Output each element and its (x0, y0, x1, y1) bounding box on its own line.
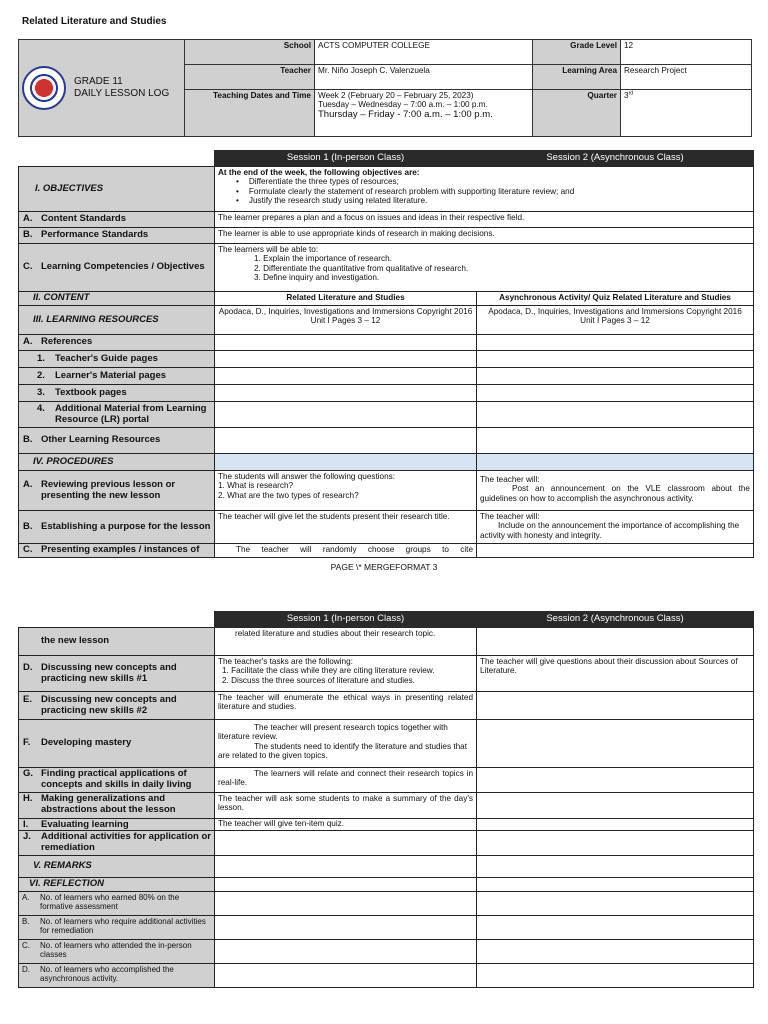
proc-c-label-cont: the new lesson (19, 628, 215, 656)
resources-session1: Apodaca, D., Inquiries, Investigations and Immersions Copyright 2016 Unit I Pages 3 – 12 (215, 306, 477, 335)
dates-line: Thursday – Friday - 7:00 a.m. – 1:00 p.m. (318, 108, 493, 120)
proc-i-session1: The teacher will give ten-item quiz. (215, 818, 477, 831)
content-standards-label: A. Content Standards (19, 212, 215, 228)
session1-header: Session 1 (In-person Class) (215, 612, 477, 628)
proc-g-session1: The learners will relate and connect their research topics in real-life. (215, 768, 477, 793)
proc-d-session2: The teacher will give questions about their discussion about Sources of Literature. (477, 656, 754, 692)
competency-item: 1. Explain the importance of research. (254, 254, 392, 264)
remarks-label: V. REMARKS (19, 856, 215, 878)
proc-e-session1: The teacher will enumerate the ethical ways in presenting related literature and studies. (215, 692, 477, 720)
proc-c-session1-cont: related literature and studies about their research topic. (215, 628, 477, 656)
log-heading: DAILY LESSON LOG (74, 88, 170, 99)
dates-line: Week 2 (February 20 – February 25, 2023) (318, 91, 474, 100)
proc-a-label: A. Reviewing previous lesson or presenting the new lesson (19, 471, 215, 511)
ref-learners-material-label: 2. Learner's Material pages (19, 368, 215, 385)
proc-c-session1: The teacher will randomly choose groups to cite (215, 544, 477, 558)
resources-session2: Apodaca, D., Inquiries, Investigations and Immersions Copyright 2016 Unit I Pages 3 – 12 (477, 306, 754, 335)
proc-e-label: E. Discussing new concepts and practicing new skills #2 (19, 692, 215, 720)
session2-header: Session 2 (Asynchronous Class) (477, 151, 754, 167)
performance-standards-value: The learner is able to use appropriate kinds of research in making decisions. (215, 228, 754, 244)
objective-item: • Justify the research study using related literature. (236, 196, 750, 205)
session1-header: Session 1 (In-person Class) (215, 151, 477, 167)
proc-i-label: I. Evaluating learning (19, 818, 215, 831)
lesson-table-page2 (18, 611, 754, 988)
proc-a-session1: The students will answer the following questions: 1. What is research? 2. What are the two types of research? (215, 471, 477, 511)
proc-c-label: C. Presenting examples / instances of (19, 544, 215, 558)
proc-g-label: G. Finding practical applications of concepts and skills in daily living (19, 768, 215, 793)
reflection-b-label: B. No. of learners who require additional activities for remediation (19, 916, 215, 940)
header-table (18, 39, 752, 137)
proc-h-session1: The teacher will ask some students to make a summary of the day's lesson. (215, 792, 477, 818)
dates-line: Tuesday – Wednesday – 7:00 a.m. – 1:00 p.m. (318, 100, 488, 110)
grade-level-label: Grade Level (533, 40, 621, 65)
reflection-c-label: C. No. of learners who attended the in-person classes (19, 940, 215, 964)
proc-b-session1: The teacher will give let the students present their research title. (215, 511, 477, 544)
proc-h-label: H. Making generalizations and abstractions about the lesson (19, 792, 215, 818)
proc-b-session2: The teacher will: Include on the announcement the importance of accomplishing the activity with honesty and integrity. (477, 511, 754, 544)
content-standards-value: The learner prepares a plan and a focus on issues and ideas in their respective field. (215, 212, 754, 228)
references-label: A. References (19, 335, 215, 351)
reflection-label: VI. REFLECTION (19, 878, 215, 892)
school-label: School (185, 40, 315, 65)
dates-value (315, 90, 533, 137)
proc-a-session2: The teacher will: Post an announcement on the VLE classroom about the guidelines on how to accomplish the asynchronous activity. (477, 471, 754, 511)
objectives-label: I. OBJECTIVES (19, 167, 215, 212)
session2-header: Session 2 (Asynchronous Class) (477, 612, 754, 628)
teacher-value: Mr. Niño Joseph C. Valenzuela (315, 65, 533, 90)
objective-item: • Differentiate the three types of resources; (236, 177, 750, 186)
learning-area-label: Learning Area (533, 65, 621, 90)
proc-f-label: F. Developing mastery (19, 720, 215, 768)
quarter-value: 3rd (621, 90, 752, 137)
objective-item: • Formulate clearly the statement of research problem with supporting literature review; and (236, 187, 750, 196)
ref-teachers-guide-label: 1. Teacher's Guide pages (19, 351, 215, 368)
competency-item: 3. Define inquiry and investigation. (254, 273, 380, 283)
competencies-value: The learners will be able to: 1. Explain the importance of research. 2. Differentiate the quantitative from qualitative of research. 3. Define inquiry and investigation. (215, 244, 754, 292)
deped-seal-icon (22, 66, 66, 110)
header-brand (19, 40, 185, 137)
reflection-d-label: D. No. of learners who accomplished the asynchronous activity. (19, 964, 215, 988)
content-label: II. CONTENT (19, 292, 215, 306)
teacher-label: Teacher (185, 65, 315, 90)
grade-level-value: 12 (621, 40, 752, 65)
procedures-label: IV. PROCEDURES (19, 454, 215, 471)
competency-item: 2. Differentiate the quantitative from qualitative of research. (254, 263, 469, 273)
proc-j-label: J. Additional activities for application or remediation (19, 831, 215, 856)
document-title: Related Literature and Studies (22, 16, 167, 27)
dates-label: Teaching Dates and Time (185, 90, 315, 137)
proc-b-label: B. Establishing a purpose for the lesson (19, 511, 215, 544)
learning-area-value: Research Project (621, 65, 752, 90)
other-resources-label: B. Other Learning Resources (19, 428, 215, 454)
proc-f-session1: The teacher will present research topics together with literature review. The students need to identify the literature and studies that are related to the given topics. (215, 720, 477, 768)
content-session1: Related Literature and Studies (215, 292, 477, 306)
objectives-content (215, 167, 754, 212)
lesson-table-page1 (18, 150, 754, 558)
proc-d-label: D. Discussing new concepts and practicing new skills #1 (19, 656, 215, 692)
proc-d-session1: The teacher's tasks are the following: 1. Facilitate the class while they are citing literature review. 2. Discuss the three sources of literature and studies. (215, 656, 477, 692)
ref-textbook-label: 3. Textbook pages (19, 385, 215, 402)
content-session2: Asynchronous Activity/ Quiz Related Literature and Studies (477, 292, 754, 306)
resources-label: III. LEARNING RESOURCES (19, 306, 215, 335)
ref-additional-material-label: 4. Additional Material from Learning Resource (LR) portal (19, 402, 215, 428)
performance-standards-label: B. Performance Standards (19, 228, 215, 244)
grade-heading: GRADE 11 (74, 75, 123, 87)
objectives-intro: At the end of the week, the following objectives are: (218, 168, 420, 177)
quarter-label: Quarter (533, 90, 621, 137)
reflection-a-label: A. No. of learners who earned 80% on the formative assessment (19, 892, 215, 916)
competencies-label: C. Learning Competencies / Objectives (19, 244, 215, 292)
page-footer: PAGE \* MERGEFORMAT 3 (330, 562, 438, 572)
school-value: ACTS COMPUTER COLLEGE (315, 40, 533, 65)
